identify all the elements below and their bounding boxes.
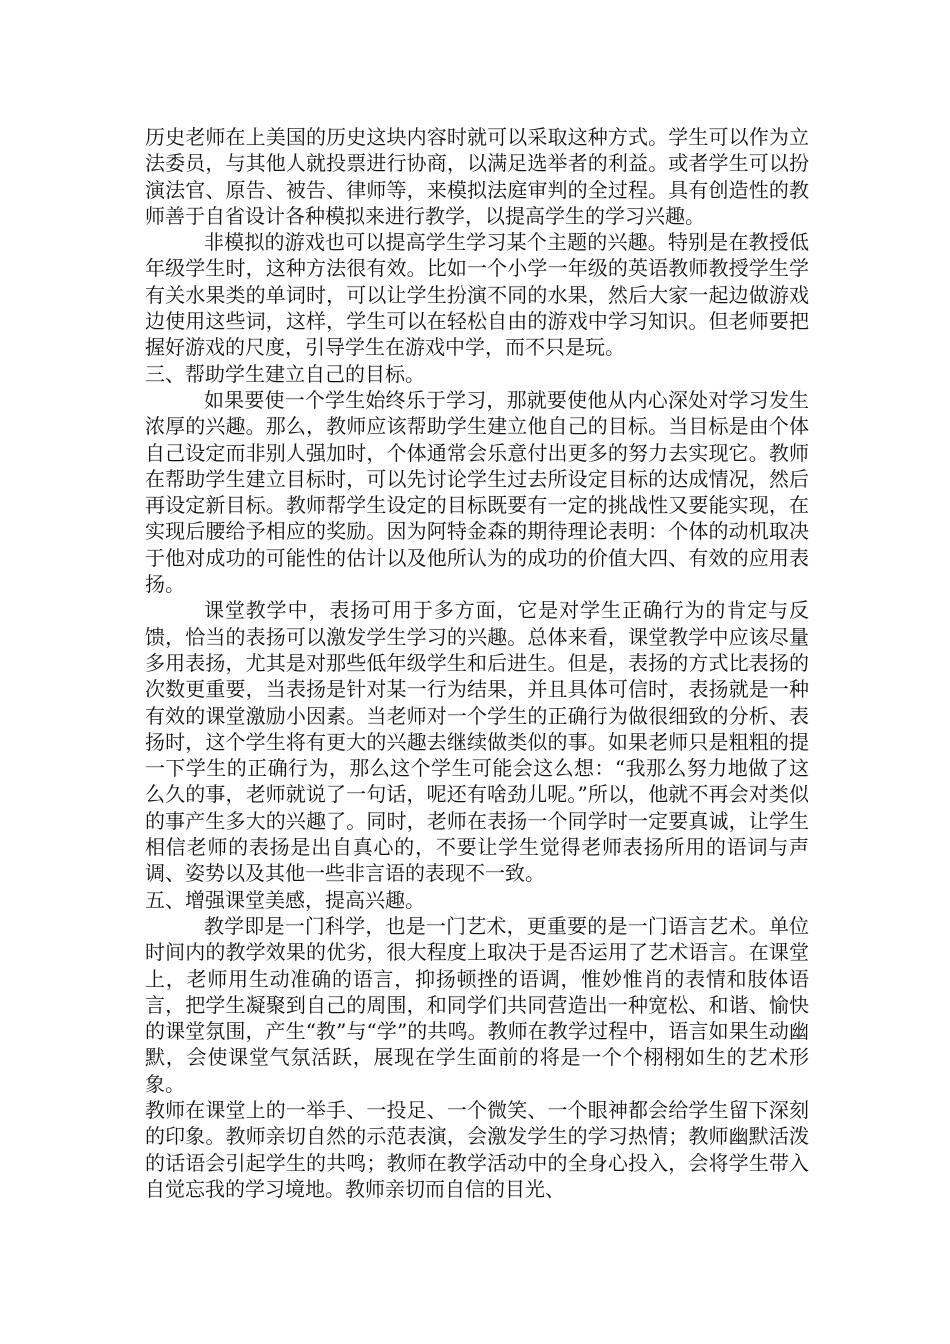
paragraph-history-simulation: 历史老师在上美国的历史这块内容时就可以采取这种方式。学生可以作为立法委员，与其他人就投票进行协商，以满足选举者的利益。或者学生可以扮演法官、原告、被告、律师等，来模拟法庭审判的全过程。具有创造性的教师善于自省设计各种模拟来进行教学，以提高学生的学习兴趣。 — [145, 125, 809, 228]
section-heading-classroom-aesthetics: 五、增强课堂美感，提高兴趣。 — [145, 887, 425, 912]
paragraph-praise: 课堂教学中，表扬可用于多方面，它是对学生正确行为的肯定与反馈，恰当的表扬可以激发学生学习的兴趣。总体来看，课堂教学中应该尽量多用表扬，尤其是对那些低年级学生和后进生。但是，表扬的方式比表扬的次数更重要，当表扬是针对某一行为结果，并且具体可信时，表扬就是一种有效的课堂激励小因素。当老师对一个学生的正确行为做很细致的分析、表扬时，这个学生将有更大的兴趣去继续做类似的事。如果老师只是粗粗的提一下学生的正确行为，那么这个学生可能会这么想：“我那么努力地做了这么久的事，老师就说了一句话，呢还有啥劲儿呢。”所以，他就不再会对类似的事产生多大的兴趣了。同时，老师在表扬一个同学时一定要真诚，让学生相信老师的表扬是出自真心的，不要让学生觉得老师表扬所用的语词与声调、姿势以及其他一些非言语的表现不一致。 — [145, 598, 809, 886]
paragraph-student-goals: 如果要使一个学生始终乐于学习，那就要使他从内心深处对学习发生浓厚的兴趣。那么，教师应该帮助学生建立他自己的目标。当目标是由个体自己设定而非别人强加时，个体通常会乐意付出更多的努力去实现它。教师在帮助学生建立目标时，可以先讨论学生过去所设定目标的达成情况，然后再设定新目标。教师帮学生设定的目标既要有一定的挑战性又要能实现，在实现后腰给予相应的奖励。因为阿特金森的期待理论表明：个体的动机取决于他对成功的可能性的估计以及他所认为的成功的价值大四、有效的应用表扬。 — [145, 387, 809, 597]
paragraph-language-art: 教学即是一门科学，也是一门艺术，更重要的是一门语言艺术。单位时间内的教学效果的优劣，很大程度上取决于是否运用了艺术语言。在课堂上，老师用生动准确的语言，抑扬顿挫的语调，惟妙惟肖的表情和肢体语言，把学生凝聚到自己的周围，和同学们共同营造出一种宽松、和谐、愉快的课堂氛围，产生“教”与“学”的共鸣。教师在教学过程中，语言如果生动幽默，会使课堂气氛活跃，展现在学生面前的将是一个个栩栩如生的艺术形象。 — [145, 913, 809, 1096]
document-body — [145, 124, 809, 1202]
section-heading-goals: 三、帮助学生建立自己的目标。 — [145, 361, 425, 386]
paragraph-teacher-demeanor: 教师在课堂上的一举手、一投足、一个微笑、一个眼神都会给学生留下深刻的印象。教师亲切自然的示范表演，会激发学生的学习热情；教师幽默活泼的话语会引起学生的共鸣；教师在教学活动中的全身心投入，会将学生带入自觉忘我的学习境地。教师亲切而自信的目光、 — [145, 1097, 809, 1201]
paragraph-non-simulation-games: 非模拟的游戏也可以提高学生学习某个主题的兴趣。特别是在教授低年级学生时，这种方法很有效。比如一个小学一年级的英语教师教授学生学有关水果类的单词时，可以让学生扮演不同的水果，然后大家一起边做游戏边使用这些词，这样，学生可以在轻松自由的游戏中学习知识。但老师要把握好游戏的尺度，引导学生在游戏中学，而不只是玩。 — [145, 230, 809, 360]
